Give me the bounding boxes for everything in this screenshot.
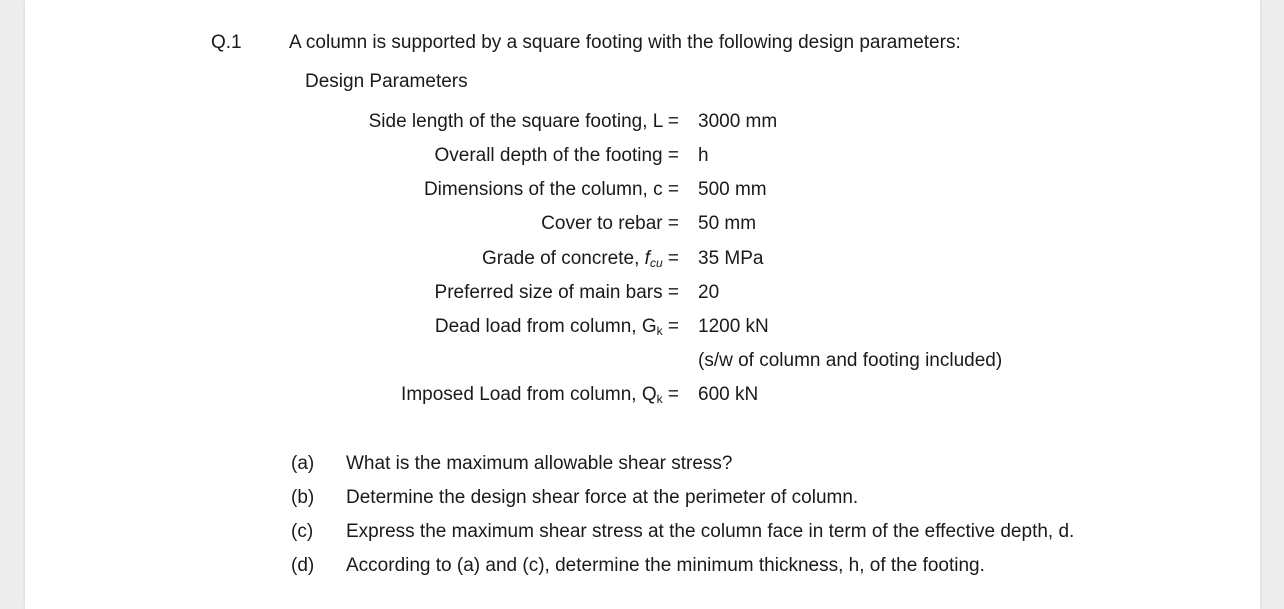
param-label-symbol: f — [644, 248, 650, 269]
param-label-subscript: cu — [649, 256, 663, 270]
param-value: 20 — [698, 282, 720, 303]
part-label: (c) — [291, 521, 314, 542]
param-row-concrete-grade — [25, 248, 1260, 274]
document-page — [25, 0, 1260, 609]
param-label-tail: = — [662, 316, 679, 337]
param-value: 500 mm — [698, 179, 767, 200]
part-text: Determine the design shear force at the perimeter of column. — [346, 487, 859, 508]
param-row-column-dimensions — [25, 179, 1260, 205]
param-value: 50 mm — [698, 213, 757, 234]
param-row-overall-depth — [25, 145, 1260, 171]
param-label-tail: = — [662, 248, 679, 269]
param-label — [401, 384, 679, 406]
param-row-dead-load — [25, 316, 1260, 342]
param-value: h — [698, 145, 709, 166]
part-label: (d) — [291, 555, 315, 576]
param-label — [482, 248, 679, 270]
param-note: (s/w of column and footing included) — [698, 350, 1003, 371]
param-label-subscript: k — [656, 392, 663, 406]
param-row-dead-load-note — [25, 350, 1260, 376]
param-label-tail: = — [662, 384, 679, 405]
question-intro: A column is supported by a square footing with the following design parameters: — [289, 32, 961, 53]
param-label: Overall depth of the footing = — [434, 145, 679, 166]
part-text: Express the maximum shear stress at the column face in term of the effective depth, d. — [346, 521, 1075, 542]
param-value: 3000 mm — [698, 111, 778, 132]
section-title: Design Parameters — [305, 71, 468, 92]
param-row-side-length — [25, 111, 1260, 137]
param-value: 1200 kN — [698, 316, 769, 337]
part-text: What is the maximum allowable shear stress? — [346, 453, 733, 474]
param-label-main: Dead load from column, G — [434, 316, 657, 337]
param-label-main: Imposed Load from column, Q — [401, 384, 657, 405]
param-value: 600 kN — [698, 384, 759, 405]
param-label-main: Grade of concrete, — [482, 248, 645, 269]
param-row-cover — [25, 213, 1260, 239]
param-value: 35 MPa — [698, 248, 764, 269]
part-text: According to (a) and (c), determine the minimum thickness, h, of the footing. — [346, 555, 985, 576]
part-label: (b) — [291, 487, 315, 508]
param-row-bar-size — [25, 282, 1260, 308]
param-label: Preferred size of main bars = — [434, 282, 679, 303]
part-label: (a) — [291, 453, 315, 474]
param-label — [435, 316, 679, 338]
param-label-subscript: k — [656, 324, 663, 338]
question-number: Q.1 — [211, 32, 242, 53]
param-row-imposed-load — [25, 384, 1260, 410]
param-label: Cover to rebar = — [541, 213, 679, 234]
param-label: Dimensions of the column, c = — [423, 179, 679, 200]
param-label: Side length of the square footing, L = — [368, 111, 679, 132]
